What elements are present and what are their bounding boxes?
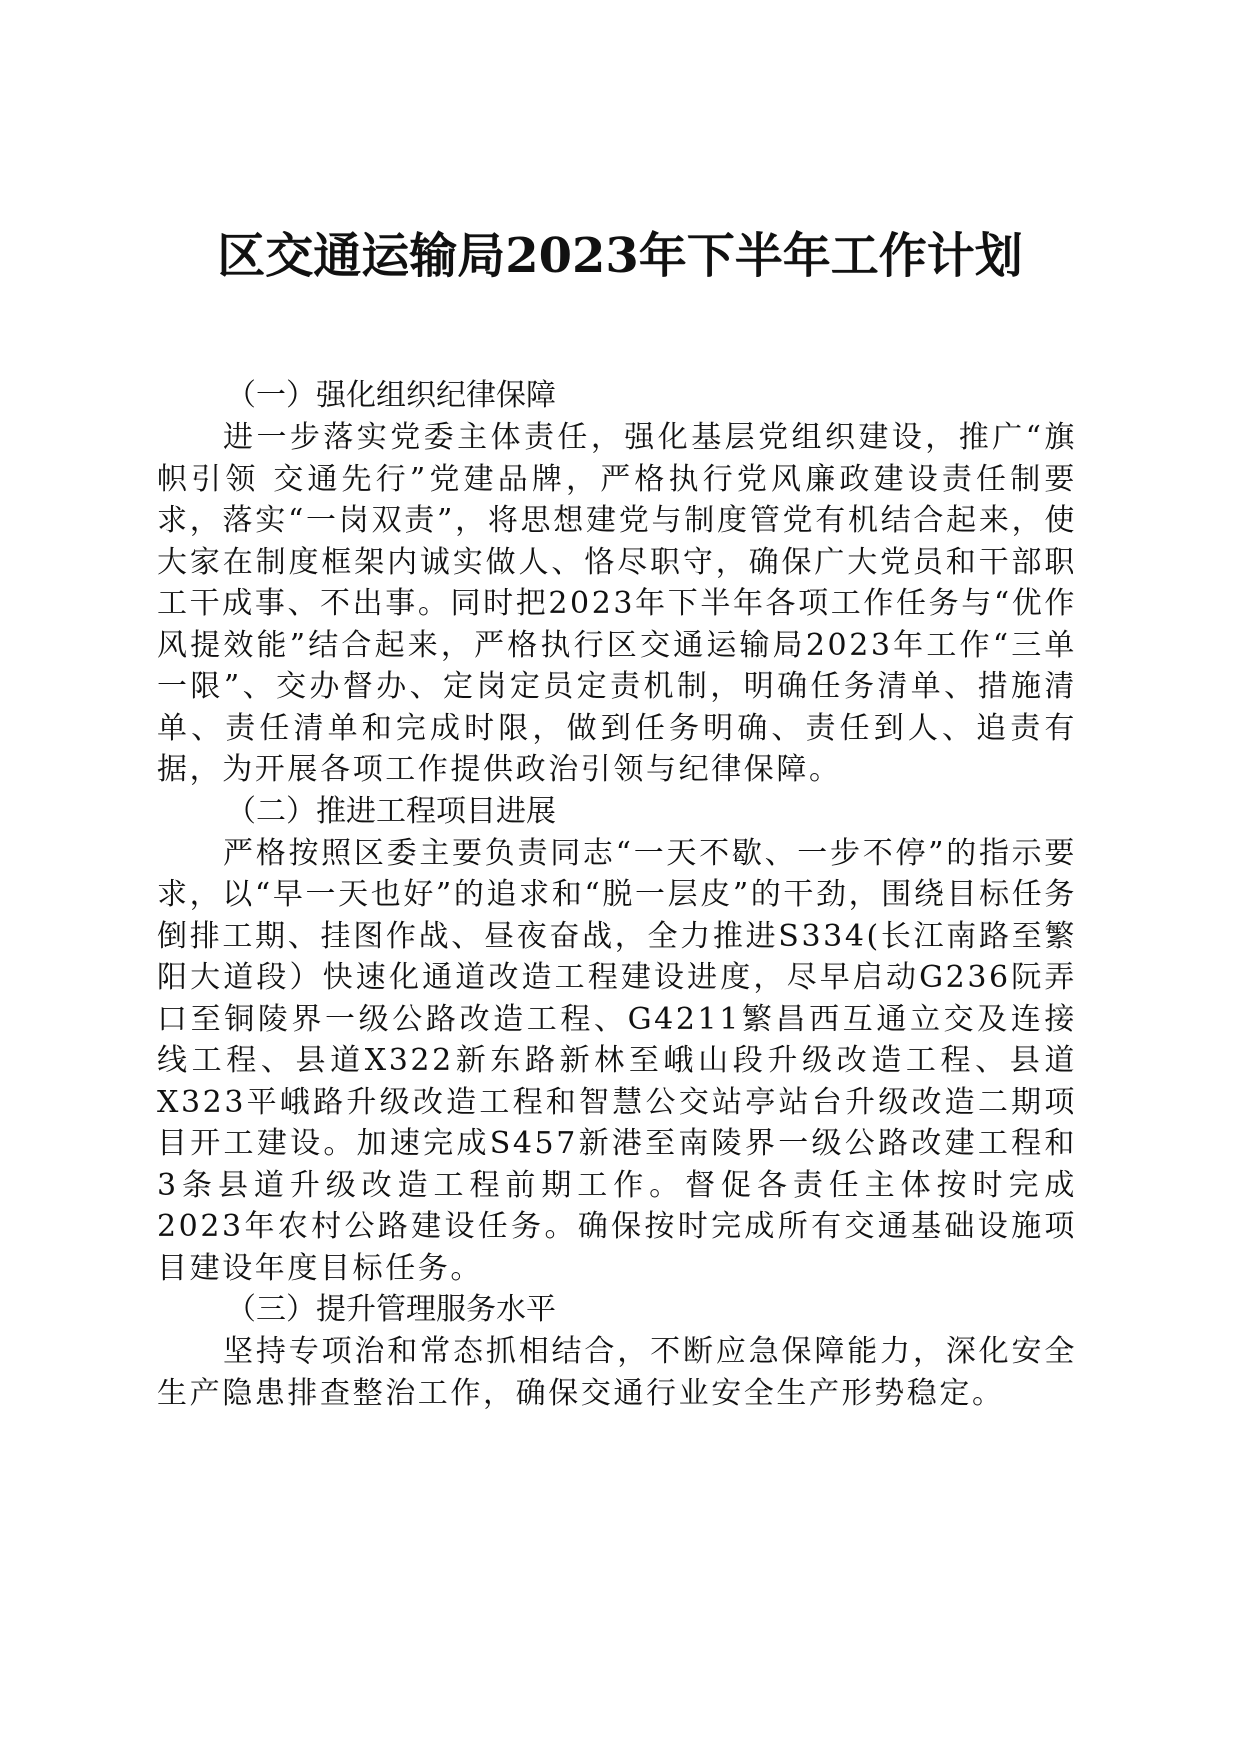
section-paragraph-1: 进一步落实党委主体责任，强化基层党组织建设，推广“旗帜引领 交通先行”党建品牌，严格执行党风廉政建设责任制要求，落实“一岗双责”，将思想建党与制度管党有机结合起来，使大家在制度框架内诚实做人、恪尽职守，确保广大党员和干部职工干成事、不出事。同时把2023年下半年各项工作任务与“优作风提效能”结合起来，严格执行区交通运输局2023年工作“三单一限”、交办督办、定岗定员定责机制，明确任务清单、措施清单、责任清单和完成时限，做到任务明确、责任到人、追责有据，为开展各项工作提供政治引领与纪律保障。 bbox=[157, 420, 1077, 787]
section-heading-2: （二）推进工程项目进展 bbox=[226, 793, 556, 829]
document-title: 区交通运输局2023年下半年工作计划 bbox=[217, 228, 1023, 284]
document-body bbox=[157, 375, 1077, 1414]
section-heading-1: （一）强化组织纪律保障 bbox=[226, 378, 556, 413]
section-paragraph-3: 坚持专项治和常态抓相结合，不断应急保障能力，深化安全生产隐患排查整治工作，确保交通行业安全生产形势稳定。 bbox=[157, 1334, 1077, 1411]
section-heading-3: （三）提升管理服务水平 bbox=[226, 1292, 556, 1327]
section-paragraph-2: 严格按照区委主要负责同志“一天不歇、一步不停”的指示要求，以“早一天也好”的追求和“脱一层皮”的干劲，围绕目标任务倒排工期、挂图作战、昼夜奋战，全力推进S334(长江南路至繁阳大道段）快速化通道改造工程建设进度，尽早启动G236阮弄口至铜陵界一级公路改造工程、G4211繁昌西互通立交及连接线工程、县道X322新东路新林至峨山段升级改造工程、县道X323平峨路升级改造工程和智慧公交站亭站台升级改造二期项目开工建设。加速完成S457新港至南陵界一级公路改建工程和3条县道升级改造工程前期工作。督促各责任主体按时完成2023年农村公路建设任务。确保按时完成所有交通基础设施项目建设年度目标任务。 bbox=[157, 835, 1077, 1286]
